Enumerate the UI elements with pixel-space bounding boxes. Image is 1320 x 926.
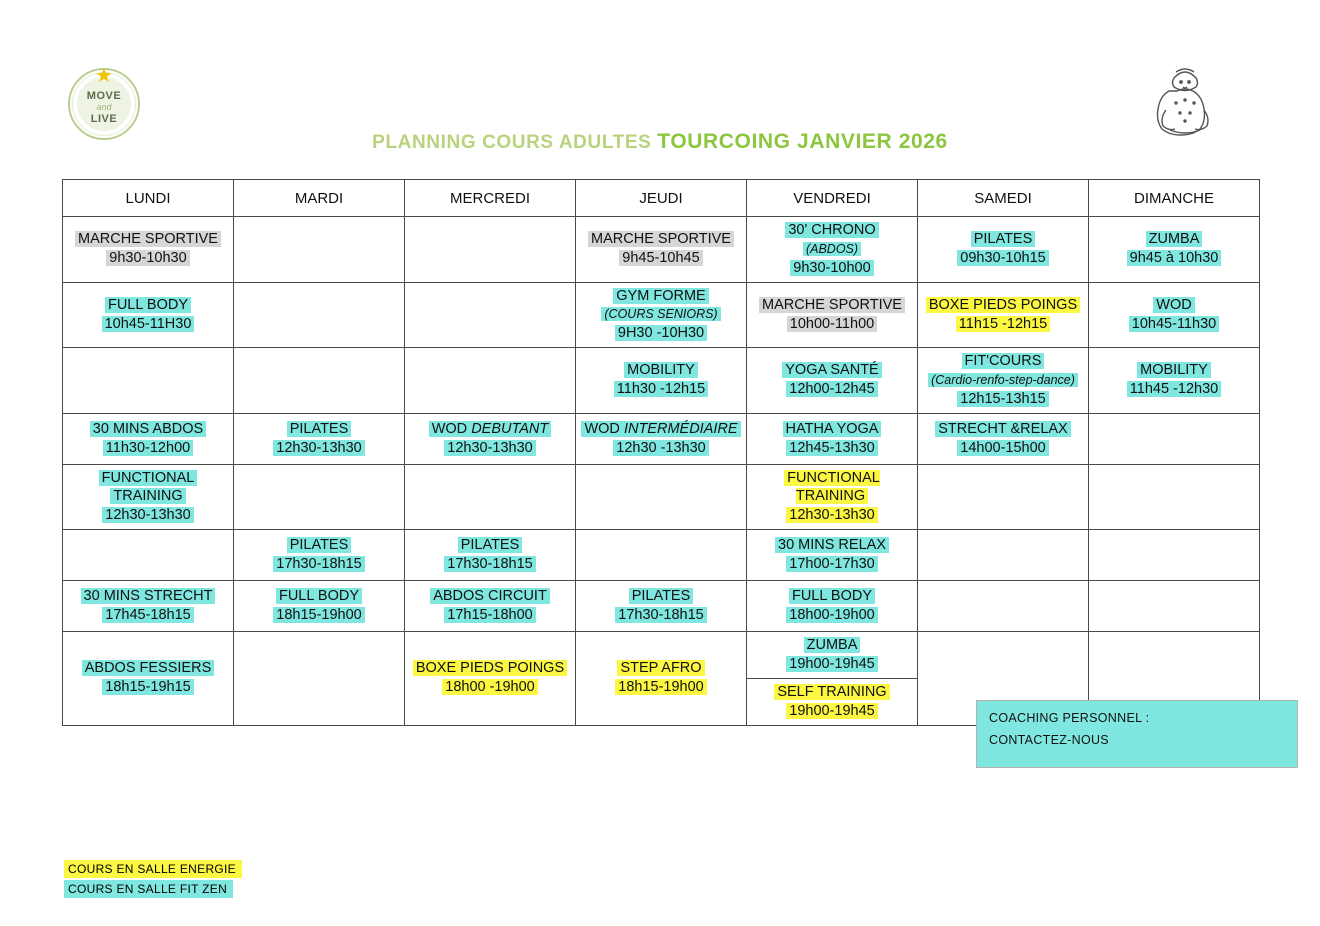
table-row — [63, 581, 1260, 632]
empty-cell-dimanche-6 — [1089, 530, 1260, 581]
class-cell-jeudi-2[interactable]: GYM FORME (COURS SENIORS) 9H30 -10H30 — [576, 282, 747, 348]
class-cell-dimanche-3[interactable]: MOBILITY 11h45 -12h30 — [1089, 348, 1260, 414]
coaching-box — [976, 700, 1298, 768]
column-header-mardi: MARDI — [234, 180, 405, 217]
page-title-part2: TOURCOING JANVIER 2026 — [657, 130, 948, 153]
class-cell-vendredi-4[interactable]: HATHA YOGA 12h45-13h30 — [747, 413, 918, 464]
class-cell-dimanche-2[interactable]: WOD 10h45-11h30 — [1089, 282, 1260, 348]
page-title — [0, 130, 1320, 154]
class-cell-samedi-3[interactable]: FIT'COURS (Cardio-renfo-step-dance) 12h15-13h15 — [918, 348, 1089, 414]
class-cell-mercredi-7[interactable]: ABDOS CIRCUIT 17h15-18h00 — [405, 581, 576, 632]
legend-fitzen-label: COURS EN SALLE FIT ZEN — [64, 880, 233, 898]
yoga-figure-icon — [1150, 58, 1220, 140]
legend-energie-label: COURS EN SALLE ENERGIE — [64, 860, 242, 878]
logo-line-2: and — [96, 102, 112, 112]
class-cell-lundi-4[interactable]: 30 MINS ABDOS 11h30-12h00 — [63, 413, 234, 464]
table-row — [63, 413, 1260, 464]
legend — [64, 862, 242, 902]
class-cell-vendredi-3[interactable]: YOGA SANTÉ 12h00-12h45 — [747, 348, 918, 414]
class-cell-samedi-1[interactable]: PILATES 09h30-10h15 — [918, 217, 1089, 283]
class-cell-vendredi-5[interactable]: FUNCTIONAL TRAINING 12h30-13h30 — [747, 464, 918, 530]
class-cell-lundi-1[interactable]: MARCHE SPORTIVE 9h30-10h30 — [63, 217, 234, 283]
class-cell-jeudi-7[interactable]: PILATES 17h30-18h15 — [576, 581, 747, 632]
class-cell-jeudi-1[interactable]: MARCHE SPORTIVE 9h45-10h45 — [576, 217, 747, 283]
empty-cell-samedi-6 — [918, 530, 1089, 581]
legend-fitzen — [64, 882, 242, 896]
table-row — [63, 348, 1260, 414]
column-header-lundi: LUNDI — [63, 180, 234, 217]
planning-table — [62, 179, 1260, 726]
empty-cell-dimanche-4 — [1089, 413, 1260, 464]
class-cell-lundi-8[interactable]: ABDOS FESSIERS 18h15-19h15 — [63, 632, 234, 725]
page-title-part1: PLANNING COURS ADULTES — [372, 132, 658, 153]
empty-cell-mercredi-2 — [405, 282, 576, 348]
class-cell-vendredi-7[interactable]: FULL BODY 18h00-19h00 — [747, 581, 918, 632]
empty-cell-mercredi-3 — [405, 348, 576, 414]
class-cell-vendredi-6[interactable]: 30 MINS RELAX 17h00-17h30 — [747, 530, 918, 581]
class-cell-lundi-2[interactable]: FULL BODY 10h45-11H30 — [63, 282, 234, 348]
class-cell-samedi-4[interactable]: STRECHT &RELAX 14h00-15h00 — [918, 413, 1089, 464]
column-header-vendredi: VENDREDI — [747, 180, 918, 217]
class-cell-lundi-7[interactable]: 30 MINS STRECHT 17h45-18h15 — [63, 581, 234, 632]
coaching-line-2: CONTACTEZ-NOUS — [989, 733, 1109, 747]
empty-cell-samedi-7 — [918, 581, 1089, 632]
empty-cell-samedi-5 — [918, 464, 1089, 530]
class-cell-vendredi-8[interactable] — [747, 632, 918, 725]
table-header-row — [63, 180, 1260, 217]
class-cell-mercredi-4[interactable]: WOD DEBUTANT 12h30-13h30 — [405, 413, 576, 464]
class-cell-jeudi-8[interactable]: STEP AFRO 18h15-19h00 — [576, 632, 747, 725]
empty-cell-mardi-5 — [234, 464, 405, 530]
class-cell-dimanche-1[interactable]: ZUMBA 9h45 à 10h30 — [1089, 217, 1260, 283]
table-row — [63, 530, 1260, 581]
class-cell-lundi-5[interactable]: FUNCTIONAL TRAINING 12h30-13h30 — [63, 464, 234, 530]
class-cell-jeudi-3[interactable]: MOBILITY 11h30 -12h15 — [576, 348, 747, 414]
empty-cell-mardi-3 — [234, 348, 405, 414]
class-cell-vendredi-8a[interactable]: ZUMBA 19h00-19h45 — [747, 632, 917, 679]
empty-cell-dimanche-5 — [1089, 464, 1260, 530]
class-cell-mardi-6[interactable]: PILATES 17h30-18h15 — [234, 530, 405, 581]
column-header-jeudi: JEUDI — [576, 180, 747, 217]
table-row — [63, 217, 1260, 283]
empty-cell-mercredi-5 — [405, 464, 576, 530]
table-row — [63, 464, 1260, 530]
class-cell-mardi-7[interactable]: FULL BODY 18h15-19h00 — [234, 581, 405, 632]
logo-line-3: LIVE — [90, 113, 118, 125]
empty-cell-lundi-3 — [63, 348, 234, 414]
class-cell-mercredi-8[interactable]: BOXE PIEDS POINGS 18h00 -19h00 — [405, 632, 576, 725]
empty-cell-mardi-1 — [234, 217, 405, 283]
class-cell-samedi-2[interactable]: BOXE PIEDS POINGS 11h15 -12h15 — [918, 282, 1089, 348]
empty-cell-mardi-2 — [234, 282, 405, 348]
column-header-dimanche: DIMANCHE — [1089, 180, 1260, 217]
class-cell-vendredi-2[interactable]: MARCHE SPORTIVE 10h00-11h00 — [747, 282, 918, 348]
empty-cell-mercredi-1 — [405, 217, 576, 283]
column-header-samedi: SAMEDI — [918, 180, 1089, 217]
coaching-line-1: COACHING PERSONNEL : — [989, 711, 1150, 725]
class-cell-vendredi-1[interactable]: 30' CHRONO (ABDOS) 9h30-10h00 — [747, 217, 918, 283]
class-cell-mardi-4[interactable]: PILATES 12h30-13h30 — [234, 413, 405, 464]
star-icon: ★ — [95, 65, 113, 87]
empty-cell-jeudi-5 — [576, 464, 747, 530]
empty-cell-mardi-8 — [234, 632, 405, 725]
empty-cell-dimanche-7 — [1089, 581, 1260, 632]
class-cell-vendredi-8b[interactable]: SELF TRAINING 19h00-19h45 — [747, 679, 917, 725]
logo-line-1: MOVE — [86, 90, 122, 102]
class-cell-jeudi-4[interactable]: WOD INTERMÉDIAIRE 12h30 -13h30 — [576, 413, 747, 464]
table-row — [63, 282, 1260, 348]
column-header-mercredi: MERCREDI — [405, 180, 576, 217]
empty-cell-lundi-6 — [63, 530, 234, 581]
legend-energie — [64, 862, 242, 876]
empty-cell-jeudi-6 — [576, 530, 747, 581]
class-cell-mercredi-6[interactable]: PILATES 17h30-18h15 — [405, 530, 576, 581]
